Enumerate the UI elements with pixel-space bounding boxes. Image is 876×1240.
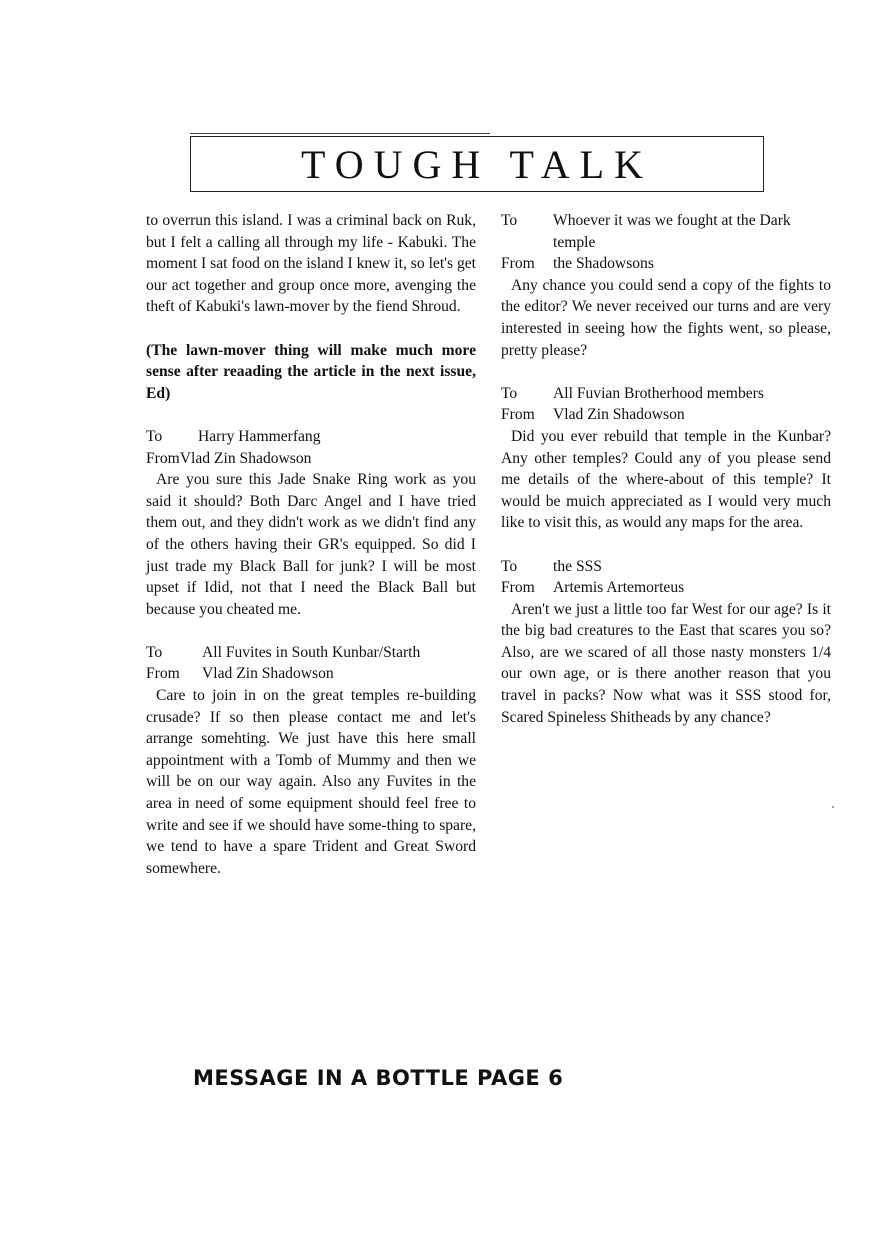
from-label: From [501,579,535,597]
letter-dark-temple [501,210,831,361]
from-value: the Shadowsons [553,255,654,273]
to-value: All Fuvian Brotherhood members [553,384,764,402]
letter-body: Are you sure this Jade Snake Ring work as you said it should? Both Darc Angel and I have tried them out, and they didn't work as we didn't find any of the others having their GR's equipped. So did I just trade my Black Ball for junk? I will be most upset if Idid, not that I need the Black Ball but because you cheated me. [146,471,476,618]
letter-fuvian-brotherhood [501,383,831,534]
editor-note: (The lawn-mover thing will make much more sense after reaading the article in the next issue, Ed) [146,341,476,402]
from-label: From [146,665,180,683]
letter-to-line [146,426,476,448]
to-value: Harry Hammerfang [198,427,321,445]
left-column [146,210,476,879]
letter-from-line [501,253,831,275]
letter-body: Aren't we just a little too far West for our age? Is it the big bad creatures to the East that scares you so? Also, are we scared of all those nasty monsters 1/4 our own age, or is there another reason that you travel in packs? Now what was it SSS stood for, Scared Spineless Shitheads by any chance? [501,600,831,726]
letter-to-line [501,383,831,405]
to-label: To [146,427,163,445]
from-value: Vlad Zin Shadowson [553,406,685,424]
letter-from-line [146,663,476,685]
from-label: From [501,255,535,273]
to-label: To [501,384,518,402]
to-value: All Fuvites in South Kunbar/Starth [202,643,421,661]
letter-body: Did you ever rebuild that temple in the Kunbar? Any other temples? Could any of you please send me details of the where-about of this temple? It would be muich appreciated as I would very much like to visit this, as would any maps for the area. [501,427,831,532]
letter-from-line [501,404,831,426]
letter-from-line [146,448,476,470]
letter-from-line [501,577,831,599]
letter-body: Care to join in on the great temples re-building crusade? If so then please contact me and let's arrange somehting. We just have this here small appointment with a Tomb of Mummy and then we will be on our way again. Also any Fuvites in the area in need of some equipment should feel free to write and see if we should have some-thing to spare, we tend to have a spare Trident and Great Sword somewhere. [146,687,476,877]
scan-speck [832,806,834,808]
letter-to-line [501,556,831,578]
to-value: the SSS [553,557,602,575]
section-title-box [190,136,764,192]
letter-sss [501,556,831,729]
page-footer: MESSAGE IN A BOTTLE PAGE 6 [193,1066,564,1090]
letter-south-kunbar-fuvites [146,642,476,880]
from-value: Vlad Zin Shadowson [179,449,312,467]
section-title: TOUGH TALK [301,141,653,187]
to-label: To [501,557,518,575]
letter-body: Any chance you could send a copy of the fights to the editor? We never received our turns and are very interested in seeing how the fights went, so please, pretty please? [501,276,831,359]
intro-paragraph: to overrun this island. I was a criminal back on Ruk, but I felt a calling all through my life - Kabuki. The moment I sat food on the island I knew it, so let's get our act together and group once more, avenging the theft of Kabuki's lawn-mover by the fiend Shroud. [146,212,476,316]
from-value: Artemis Artemorteus [553,579,685,597]
to-label: To [146,643,163,661]
from-value: Vlad Zin Shadowson [202,665,334,683]
letter-to-line [501,210,831,253]
right-column [501,210,831,728]
from-label: From [501,406,535,424]
letter-harry-hammerfang [146,426,476,620]
from-label: From [146,449,180,467]
letter-to-line [146,642,476,664]
to-label: To [501,212,518,229]
to-value: Whoever it was we fought at the Dark temple [553,212,791,251]
